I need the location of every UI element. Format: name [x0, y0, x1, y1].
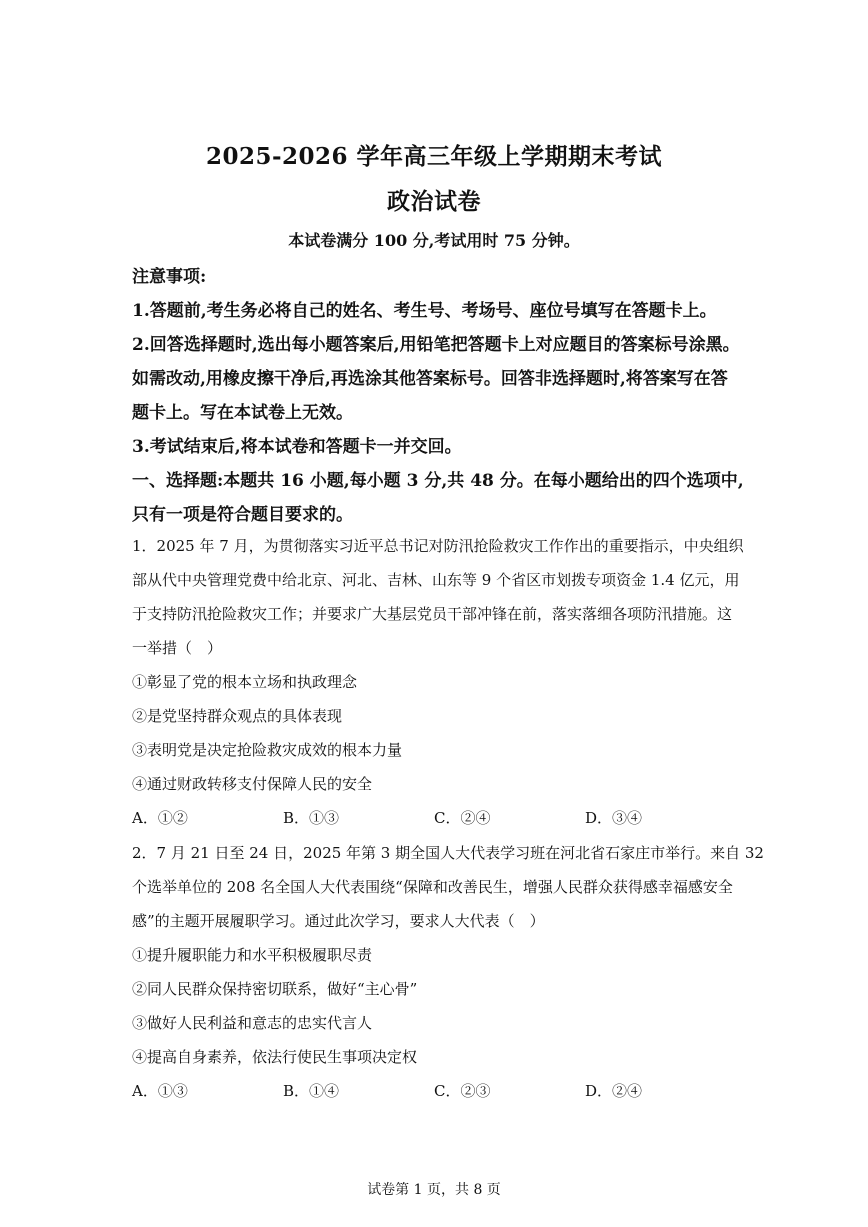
- answer-option-c: C．②③: [434, 1082, 491, 1100]
- answer-option-a: A．①③: [132, 1082, 188, 1100]
- question-stem: 部从代中央管理党费中给北京、河北、吉林、山东等 9 个省区市划拨专项资金 1.4 亿元，用: [132, 571, 740, 589]
- question-stem: 一举措（ ）: [132, 639, 223, 657]
- answer-option-a: A．①②: [132, 809, 188, 827]
- question-item: ②是党坚持群众观点的具体表现: [132, 707, 343, 725]
- exam-title: 2025-2026 学年高三年级上学期期末考试: [205, 143, 663, 170]
- question-item: ①提升履职能力和水平积极履职尽责: [132, 946, 373, 964]
- question-item: ③做好人民利益和意志的忠实代言人: [132, 1014, 373, 1032]
- question-stem: 个选举单位的 208 名全国人大代表围绕“保障和改善民生，增强人民群众获得感幸福感安全: [132, 878, 733, 896]
- section-heading: 只有一项是符合题目要求的。: [132, 505, 353, 525]
- answer-option-d: D．③④: [585, 809, 643, 827]
- question-stem: 1．2025 年 7 月，为贯彻落实习近平总书记对防汛抢险救灾工作作出的重要指示，中央组织: [132, 537, 744, 555]
- question-item: ④提高自身素养，依法行使民生事项决定权: [132, 1048, 418, 1066]
- question-item: ③表明党是决定抢险救灾成效的根本力量: [132, 741, 403, 759]
- answer-option-c: C．②④: [434, 809, 491, 827]
- notice-line: 如需改动,用橡皮擦干净后,再选涂其他答案标号。回答非选择题时,将答案写在答: [132, 369, 728, 389]
- notice-line: 3.考试结束后,将本试卷和答题卡一并交回。: [132, 437, 462, 457]
- answer-option-d: D．②④: [585, 1082, 643, 1100]
- question-stem: 2．7 月 21 日至 24 日，2025 年第 3 期全国人大代表学习班在河北省石家庄市举行。来自 32: [132, 844, 764, 862]
- question-stem: 感”的主题开展履职学习。通过此次学习，要求人大代表（ ）: [132, 912, 545, 930]
- answer-option-b: B．①④: [283, 1082, 340, 1100]
- notice-line: 2.回答选择题时,选出每小题答案后,用铅笔把答题卡上对应题目的答案标号涂黑。: [132, 335, 740, 355]
- notice-heading: 注意事项:: [132, 267, 207, 287]
- question-item: ②同人民群众保持密切联系，做好“主心骨”: [132, 980, 418, 998]
- page-footer: 试卷第 1 页，共 8 页: [367, 1182, 501, 1198]
- question-item: ①彰显了党的根本立场和执政理念: [132, 673, 358, 691]
- section-heading: 一、选择题:本题共 16 小题,每小题 3 分,共 48 分。在每小题给出的四个选项中,: [132, 471, 744, 491]
- notice-line: 1.答题前,考生务必将自己的姓名、考生号、考场号、座位号填写在答题卡上。: [132, 301, 717, 321]
- answer-option-b: B．①③: [283, 809, 340, 827]
- question-item: ④通过财政转移支付保障人民的安全: [132, 775, 373, 793]
- subject-title: 政治试卷: [387, 188, 481, 215]
- exam-info: 本试卷满分 100 分,考试用时 75 分钟。: [288, 231, 580, 250]
- notice-line: 题卡上。写在本试卷上无效。: [132, 403, 353, 423]
- question-stem: 于支持防汛抢险救灾工作；并要求广大基层党员干部冲锋在前，落实落细各项防汛措施。这: [132, 605, 733, 623]
